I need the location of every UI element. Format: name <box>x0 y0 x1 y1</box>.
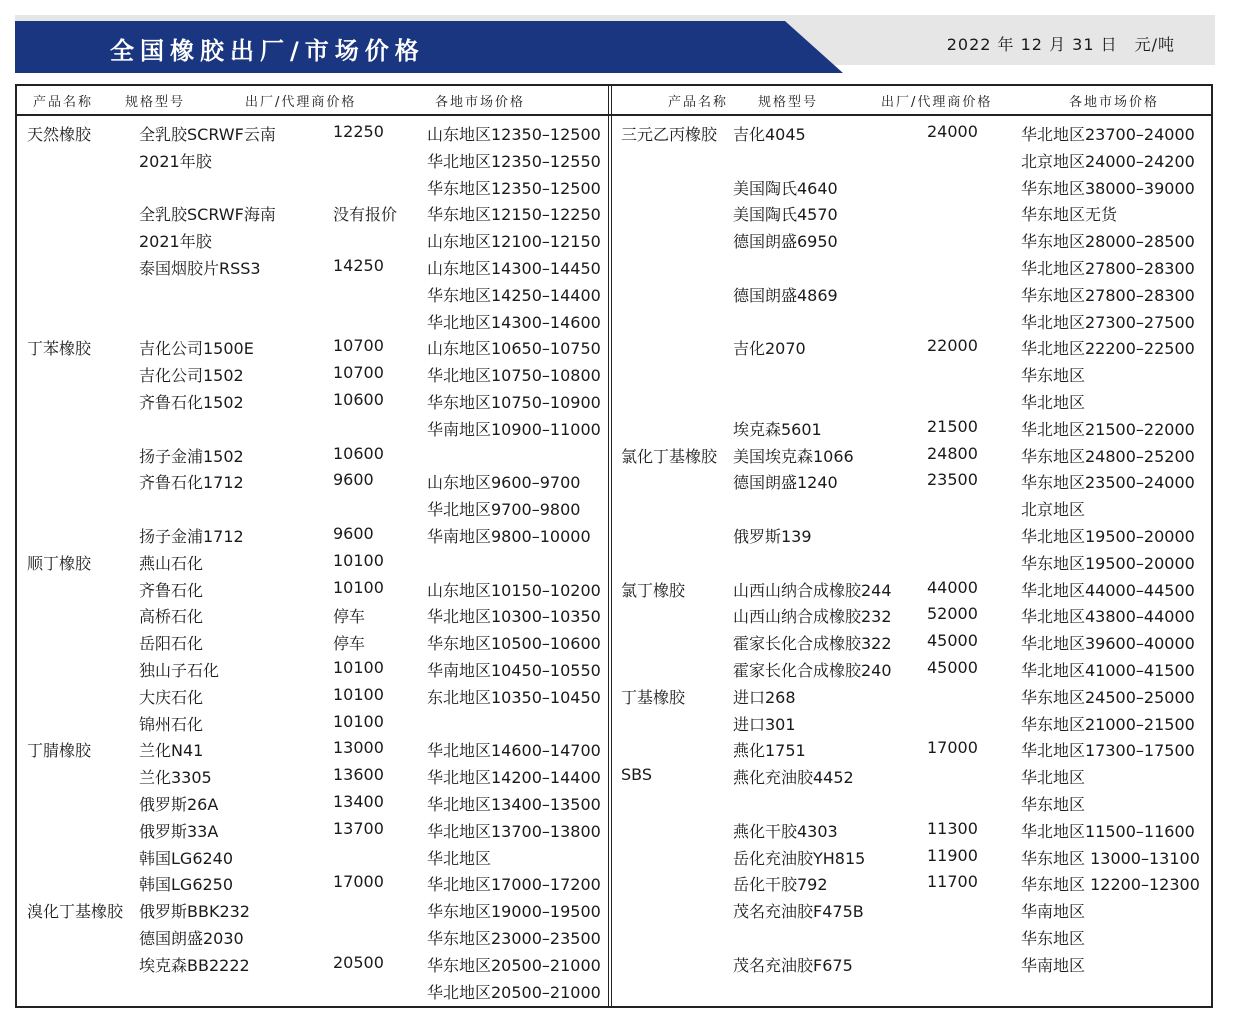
market-price-cell: 华北地区11500–11600 <box>1021 821 1195 841</box>
column-divider <box>608 86 612 1006</box>
factory-price-cell: 停车 <box>333 634 366 654</box>
product-name-cell: 丁苯橡胶 <box>27 339 92 359</box>
factory-price-cell: 10100 <box>333 658 384 677</box>
spec-model-cell: 美国陶氏4640 <box>733 178 838 198</box>
col-header-product: 产品名称 <box>33 95 94 110</box>
factory-price-cell: 11700 <box>927 872 978 892</box>
market-price-cell: 山东地区12100–12150 <box>427 232 601 252</box>
market-price-cell: 华东地区23000–23500 <box>427 929 601 948</box>
market-price-cell: 华北地区27800–28300 <box>1021 259 1195 278</box>
spec-model-cell: 茂名充油胶F675 <box>733 955 853 975</box>
market-price-cell: 华北地区 <box>1021 768 1086 788</box>
factory-price-cell: 14250 <box>333 256 384 275</box>
spec-model-cell: 兰化N41 <box>139 741 204 761</box>
spec-model-cell: 埃克森5601 <box>733 419 822 439</box>
market-price-cell: 华北地区20500–21000 <box>427 982 601 1002</box>
spec-model-cell: 燕化充油胶4452 <box>733 768 854 788</box>
market-price-cell: 华东地区24800–25200 <box>1021 446 1195 466</box>
spec-model-cell: 燕化干胶4303 <box>733 821 838 841</box>
spec-model-cell: 俄罗斯139 <box>733 527 812 546</box>
market-price-cell: 华东地区 13000–13100 <box>1021 848 1200 868</box>
market-price-cell: 华北地区23700–24000 <box>1021 125 1195 144</box>
market-price-cell: 山东地区12350–12500 <box>427 125 601 144</box>
spec-model-cell: 高桥石化 <box>139 607 204 627</box>
market-price-cell: 华南地区 <box>1021 955 1086 975</box>
spec-model-cell: 德国朗盛4869 <box>733 285 838 305</box>
market-price-cell: 华南地区10450–10550 <box>427 661 601 680</box>
factory-price-cell: 24800 <box>927 443 978 463</box>
spec-model-cell: 齐鲁石化1502 <box>139 393 244 412</box>
spec-model-cell: 岳化充油胶YH815 <box>733 848 866 868</box>
spec-model-cell: 独山子石化 <box>139 661 220 680</box>
spec-model-cell: 全乳胶SCRWF云南 <box>139 125 276 144</box>
market-price-cell: 华北地区10300–10350 <box>427 607 601 627</box>
spec-model-cell: 吉化公司1500E <box>139 339 254 359</box>
market-price-cell: 北京地区 <box>1021 500 1086 520</box>
spec-model-cell: 齐鲁石化 <box>139 580 204 600</box>
spec-model-cell: 扬子金浦1712 <box>139 527 244 546</box>
market-price-cell: 华北地区10750–10800 <box>427 366 601 386</box>
product-name-cell: 天然橡胶 <box>27 125 92 144</box>
spec-model-cell: 岳阳石化 <box>139 634 204 654</box>
spec-model-cell: 霍家长化合成橡胶322 <box>733 634 892 654</box>
spec-model-cell: 德国朗盛1240 <box>733 473 838 493</box>
market-price-cell: 华南地区9800–10000 <box>427 527 591 546</box>
col-header-spec-right: 规格型号 <box>758 95 819 110</box>
factory-price-cell: 10700 <box>333 336 384 356</box>
market-price-cell: 华东地区23500–24000 <box>1021 473 1195 493</box>
spec-model-cell: 德国朗盛6950 <box>733 232 838 252</box>
market-price-cell: 华东地区10750–10900 <box>427 393 601 412</box>
product-name-cell: 氯化丁基橡胶 <box>621 446 718 466</box>
market-price-cell: 华东地区21000–21500 <box>1021 714 1195 734</box>
factory-price-cell: 10100 <box>333 577 384 597</box>
market-price-cell: 华北地区17300–17500 <box>1021 741 1195 761</box>
page-header <box>15 15 1215 73</box>
spec-model-cell: 霍家长化合成橡胶240 <box>733 661 892 680</box>
factory-price-cell: 24000 <box>927 122 978 141</box>
market-price-cell: 华北地区17000–17200 <box>427 875 601 895</box>
market-price-cell: 东北地区10350–10450 <box>427 687 601 707</box>
factory-price-cell: 没有报价 <box>333 205 398 225</box>
market-price-cell: 华北地区 <box>427 848 492 868</box>
spec-model-cell: 韩国LG6250 <box>139 875 234 895</box>
factory-price-cell: 10700 <box>333 363 384 383</box>
market-price-cell: 山东地区10150–10200 <box>427 580 601 600</box>
factory-price-cell: 44000 <box>927 577 978 597</box>
spec-model-cell: 吉化公司1502 <box>139 366 244 386</box>
spec-model-cell: 燕化1751 <box>733 741 806 761</box>
factory-price-cell: 20500 <box>333 952 384 972</box>
market-price-cell: 华东地区14250–14400 <box>427 285 601 305</box>
spec-model-cell: 德国朗盛2030 <box>139 929 244 948</box>
market-price-cell: 华东地区10500–10600 <box>427 634 601 654</box>
market-price-cell: 山东地区9600–9700 <box>427 473 581 493</box>
spec-model-cell: 2021年胶 <box>139 151 212 171</box>
market-price-cell: 华北地区14200–14400 <box>427 768 601 788</box>
spec-model-cell: 俄罗斯BBK232 <box>139 902 250 922</box>
product-name-cell: 丁基橡胶 <box>621 687 686 707</box>
factory-price-cell: 17000 <box>927 738 978 758</box>
header-rule <box>17 114 1211 116</box>
market-price-cell: 华东地区12350–12500 <box>427 178 601 198</box>
market-price-cell: 华东地区19000–19500 <box>427 902 601 922</box>
market-price-cell: 华东地区19500–20000 <box>1021 553 1195 573</box>
col-header-factory-price: 出厂/代理商价格 <box>245 95 357 110</box>
factory-price-cell: 13600 <box>333 765 384 785</box>
market-price-cell: 华东地区20500–21000 <box>427 955 601 975</box>
spec-model-cell: 齐鲁石化1712 <box>139 473 244 493</box>
product-name-cell: 三元乙丙橡胶 <box>621 125 718 144</box>
col-header-product-right: 产品名称 <box>668 95 729 110</box>
market-price-cell: 华北地区41000–41500 <box>1021 661 1195 680</box>
market-price-cell: 华东地区12150–12250 <box>427 205 601 225</box>
market-price-cell: 华北地区14300–14600 <box>427 312 601 332</box>
factory-price-cell: 10100 <box>333 711 384 731</box>
spec-model-cell: 兰化3305 <box>139 768 212 788</box>
factory-price-cell: 45000 <box>927 658 978 677</box>
spec-model-cell: 吉化4045 <box>733 125 806 144</box>
spec-model-cell: 吉化2070 <box>733 339 806 359</box>
date-unit-label: 2022 年 12 月 31 日 元/吨 <box>946 35 1175 54</box>
spec-model-cell: 韩国LG6240 <box>139 848 234 868</box>
factory-price-cell: 11300 <box>927 818 978 838</box>
factory-price-cell: 10100 <box>333 684 384 704</box>
market-price-cell: 华北地区27300–27500 <box>1021 312 1195 332</box>
spec-model-cell: 山西山纳合成橡胶232 <box>733 607 892 627</box>
spec-model-cell: 扬子金浦1502 <box>139 446 244 466</box>
product-name-cell: 氯丁橡胶 <box>621 580 686 600</box>
market-price-cell: 华东地区 12200–12300 <box>1021 875 1200 895</box>
market-price-cell: 华北地区44000–44500 <box>1021 580 1195 600</box>
spec-model-cell: 全乳胶SCRWF海南 <box>139 205 276 225</box>
spec-model-cell: 茂名充油胶F475B <box>733 902 864 922</box>
market-price-cell: 华北地区19500–20000 <box>1021 527 1195 546</box>
market-price-cell: 华北地区 <box>1021 393 1086 412</box>
spec-model-cell: 美国陶氏4570 <box>733 205 838 225</box>
price-table <box>15 84 1213 1008</box>
market-price-cell: 华北地区13700–13800 <box>427 821 601 841</box>
market-price-cell: 华东地区无货 <box>1021 205 1118 225</box>
factory-price-cell: 10100 <box>333 550 384 570</box>
market-price-cell: 华北地区9700–9800 <box>427 500 581 520</box>
market-price-cell: 华东地区24500–25000 <box>1021 687 1195 707</box>
product-name-cell: 顺丁橡胶 <box>27 553 92 573</box>
spec-model-cell: 泰国烟胶片RSS3 <box>139 259 261 278</box>
col-header-market-price-right: 各地市场价格 <box>1069 95 1160 110</box>
col-header-market-price: 各地市场价格 <box>435 95 526 110</box>
factory-price-cell: 45000 <box>927 631 978 651</box>
spec-model-cell: 2021年胶 <box>139 232 212 252</box>
factory-price-cell: 13400 <box>333 792 384 811</box>
market-price-cell: 华北地区43800–44000 <box>1021 607 1195 627</box>
spec-model-cell: 进口268 <box>733 687 796 707</box>
spec-model-cell: 锦州石化 <box>139 714 204 734</box>
spec-model-cell: 美国埃克森1066 <box>733 446 854 466</box>
spec-model-cell: 俄罗斯26A <box>139 795 219 814</box>
market-price-cell: 华北地区14600–14700 <box>427 741 601 761</box>
market-price-cell: 北京地区24000–24200 <box>1021 151 1195 171</box>
market-price-cell: 华南地区 <box>1021 902 1086 922</box>
market-price-cell: 华北地区39600–40000 <box>1021 634 1195 654</box>
factory-price-cell: 52000 <box>927 604 978 624</box>
market-price-cell: 华北地区12350–12550 <box>427 151 601 171</box>
factory-price-cell: 停车 <box>333 607 366 627</box>
factory-price-cell: 9600 <box>333 524 374 543</box>
market-price-cell: 华东地区 <box>1021 795 1086 814</box>
factory-price-cell: 9600 <box>333 470 374 490</box>
factory-price-cell: 21500 <box>927 416 978 436</box>
factory-price-cell: 13000 <box>333 738 384 758</box>
product-name-cell: SBS <box>621 765 653 785</box>
market-price-cell: 华北地区21500–22000 <box>1021 419 1195 439</box>
col-header-spec: 规格型号 <box>125 95 186 110</box>
factory-price-cell: 23500 <box>927 470 978 490</box>
market-price-cell: 华东地区28000–28500 <box>1021 232 1195 252</box>
spec-model-cell: 燕山石化 <box>139 553 204 573</box>
spec-model-cell: 山西山纳合成橡胶244 <box>733 580 892 600</box>
spec-model-cell: 大庆石化 <box>139 687 204 707</box>
factory-price-cell: 10600 <box>333 390 384 409</box>
factory-price-cell: 12250 <box>333 122 384 141</box>
market-price-cell: 华东地区38000–39000 <box>1021 178 1195 198</box>
market-price-cell: 山东地区14300–14450 <box>427 259 601 278</box>
factory-price-cell: 10600 <box>333 443 384 463</box>
spec-model-cell: 进口301 <box>733 714 796 734</box>
page-title: 全国橡胶出厂/市场价格 <box>110 37 425 65</box>
market-price-cell: 华北地区22200–22500 <box>1021 339 1195 359</box>
col-header-factory-price-right: 出厂/代理商价格 <box>881 95 993 110</box>
market-price-cell: 华东地区 <box>1021 366 1086 386</box>
spec-model-cell: 俄罗斯33A <box>139 821 219 841</box>
market-price-cell: 华南地区10900–11000 <box>427 419 601 439</box>
spec-model-cell: 岳化干胶792 <box>733 875 828 895</box>
market-price-cell: 华东地区27800–28300 <box>1021 285 1195 305</box>
market-price-cell: 山东地区10650–10750 <box>427 339 601 359</box>
market-price-cell: 华北地区13400–13500 <box>427 795 601 814</box>
spec-model-cell: 埃克森BB2222 <box>139 955 250 975</box>
factory-price-cell: 11900 <box>927 845 978 865</box>
product-name-cell: 丁腈橡胶 <box>27 741 92 761</box>
factory-price-cell: 22000 <box>927 336 978 356</box>
factory-price-cell: 13700 <box>333 818 384 838</box>
market-price-cell: 华东地区 <box>1021 929 1086 948</box>
factory-price-cell: 17000 <box>333 872 384 892</box>
product-name-cell: 溴化丁基橡胶 <box>27 902 124 922</box>
